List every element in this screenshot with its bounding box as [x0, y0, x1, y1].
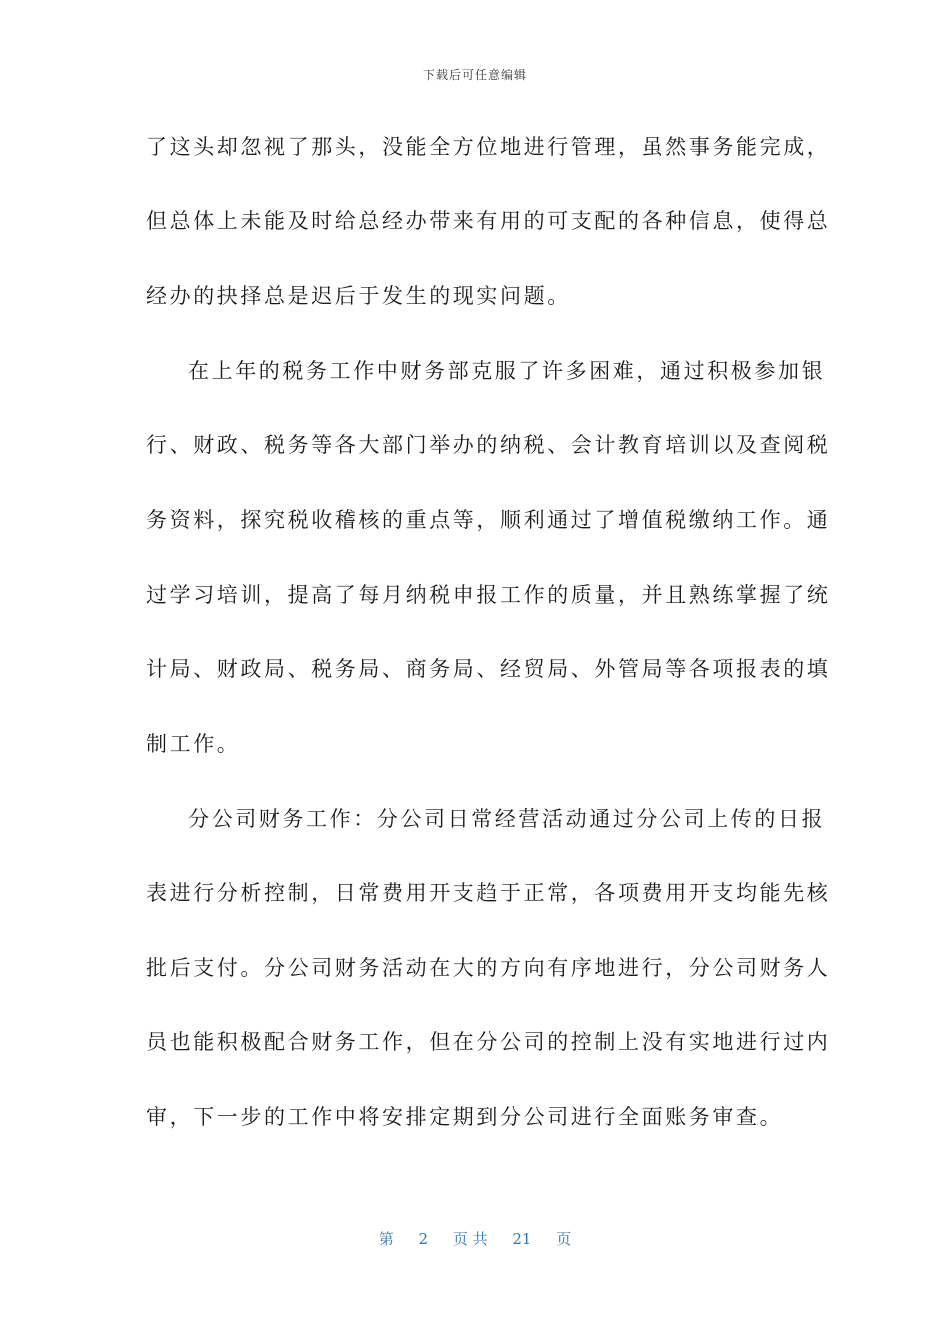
paragraph-line: 批后支付。分公司财务活动在大的方向有序地进行，分公司财务人: [146, 956, 831, 980]
page-footer: [0, 1228, 950, 1249]
footer-middle: 页 共: [452, 1230, 488, 1248]
paragraph-line: 审，下一步的工作中将安排定期到分公司进行全面账务审查。: [146, 1105, 784, 1129]
footer-suffix: 页: [556, 1230, 572, 1248]
paragraph-line: 计局、财政局、税务局、商务局、经贸局、外管局等各项报表的填: [146, 657, 831, 681]
page-header: 下载后可任意编辑: [422, 68, 527, 82]
footer-prefix: 第: [378, 1230, 394, 1248]
paragraph-line: 在上年的税务工作中财务部克服了许多困难，通过积极参加银: [188, 359, 826, 383]
paragraph-line: 了这头却忽视了那头，没能全方位地进行管理，虽然事务能完成，: [146, 135, 831, 159]
paragraph-line: 务资料，探究税收稽核的重点等，顺利通过了增值税缴纳工作。通: [146, 508, 831, 532]
paragraph-line: 过学习培训，提高了每月纳税申报工作的质量，并且熟练掌握了统: [146, 583, 831, 607]
paragraph-line: 制工作。: [146, 732, 241, 756]
paragraph-line: 经办的抉择总是迟后于发生的现实问题。: [146, 284, 571, 308]
paragraph-line: 但总体上未能及时给总经办带来有用的可支配的各种信息，使得总: [146, 209, 831, 233]
paragraph-line: 分公司财务工作：分公司日常经营活动通过分公司上传的日报: [188, 807, 826, 831]
footer-total-pages: 21: [512, 1230, 532, 1248]
footer-page-number: 2: [418, 1230, 429, 1248]
paragraph-line: 员也能积极配合财务工作，但在分公司的控制上没有实地进行过内: [146, 1030, 831, 1054]
paragraph-line: 行、财政、税务等各大部门举办的纳税、会计教育培训以及查阅税: [146, 433, 831, 457]
paragraph-line: 表进行分析控制，日常费用开支趋于正常，各项费用开支均能先核: [146, 881, 831, 905]
